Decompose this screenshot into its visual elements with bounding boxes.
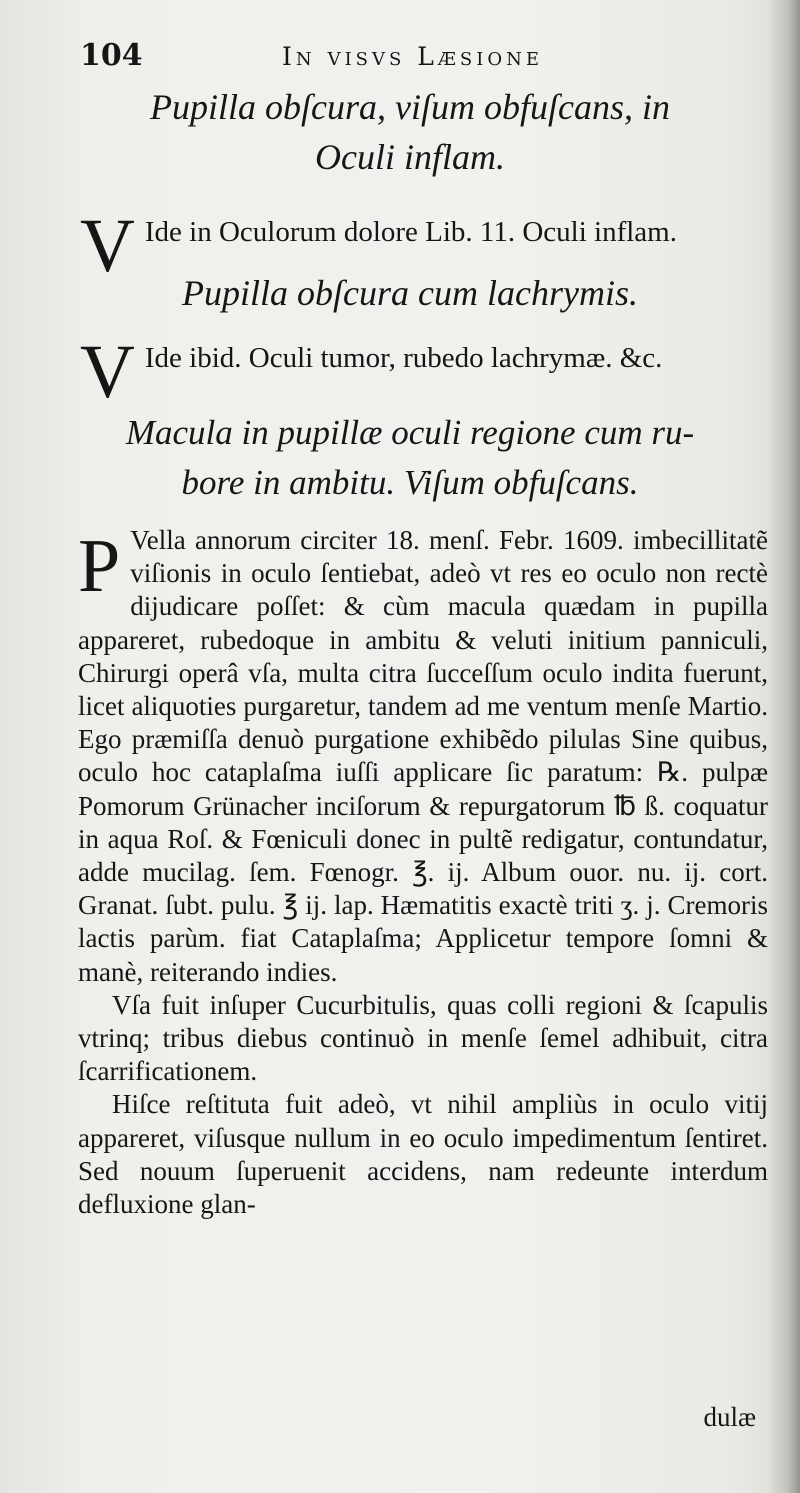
drop-capital: V xyxy=(80,330,135,414)
body-text xyxy=(78,524,768,1221)
paragraph xyxy=(78,524,768,989)
paragraph: Hiſce reſtituta fuit adeò, vt nihil ampliùs in oculo vitij appareret, viſusque nullum in eo oculo impedimentum ſentiret. Sed nouum ſuperuenit accidens, nam redeunte interdum defluxione glan- xyxy=(78,1089,768,1220)
page-gutter-shadow xyxy=(768,0,800,1493)
page-number: 104 xyxy=(80,38,143,73)
section-text-2 xyxy=(80,330,770,414)
heading-line: Oculi inflam. xyxy=(315,137,505,177)
heading-line: Pupilla obſcura, viſum obfuſcans, in xyxy=(150,87,670,127)
page-header xyxy=(80,38,760,78)
section-heading-1 xyxy=(90,82,730,182)
section-text: Ide in Oculorum dolore Lib. 11. Oculi inflam. xyxy=(144,216,677,248)
drop-capital: P xyxy=(78,524,121,608)
drop-capital: V xyxy=(80,204,135,288)
heading-line: bore in ambitu. Viſum obfuſcans. xyxy=(181,463,639,502)
running-head: In visvs Læsione xyxy=(282,42,543,71)
paragraph: Vſa fuit inſuper Cucurbitulis, quas colli regioni & ſcapulis vtrinq; tribus diebus continuò in menſe ſemel adhibuit, citra ſcarrificationem. xyxy=(78,989,768,1087)
section-heading-2 xyxy=(90,268,730,318)
heading-line: Macula in pupillæ oculi regione cum ru- xyxy=(125,413,695,452)
catchword: dulæ xyxy=(703,1402,756,1432)
heading-line: Pupilla obſcura cum lachrymis. xyxy=(182,273,638,313)
section-heading-3 xyxy=(90,408,730,508)
paragraph-text: Vella annorum circiter 18. menſ. Febr. 1609. imbecillitatẽ viſionis in oculo ſentiebat, adeò vt res eo oculo non rectè dijudicare poſſet: & cùm macula quædam in pupilla appareret, rubedoque in ambitu & veluti initium panniculi, Chirurgi operâ vſa, multa citra ſucceſſum oculo indita fuerunt, licet aliquoties purgaretur, tandem ad me ventum menſe Martio. Ego præmiſſa denuò purgatione exhibẽdo pilulas Sine quibus, oculo hoc cataplaſma iuſſi applicare ſic paratum: ℞. pulpæ Pomorum Grünacher inciſorum & repurgatorum ℔ ß. coquatur in aqua Roſ. & Fœniculi donec in pultẽ redigatur, contundatur, adde mucilag. ſem. Fœnogr. ℥. ij. Album ouor. nu. ij. cort. Granat. ſubt. pulu. ℥ ij. lap. Hæmatitis exactè triti ʒ. j. Cremoris lactis parùm. fiat Cataplaſma; Applicetur tempore ſomni & manè, reiterando indies. xyxy=(78,525,768,987)
section-text: Ide ibid. Oculi tumor, rubedo lachrymæ. &c. xyxy=(144,342,663,374)
